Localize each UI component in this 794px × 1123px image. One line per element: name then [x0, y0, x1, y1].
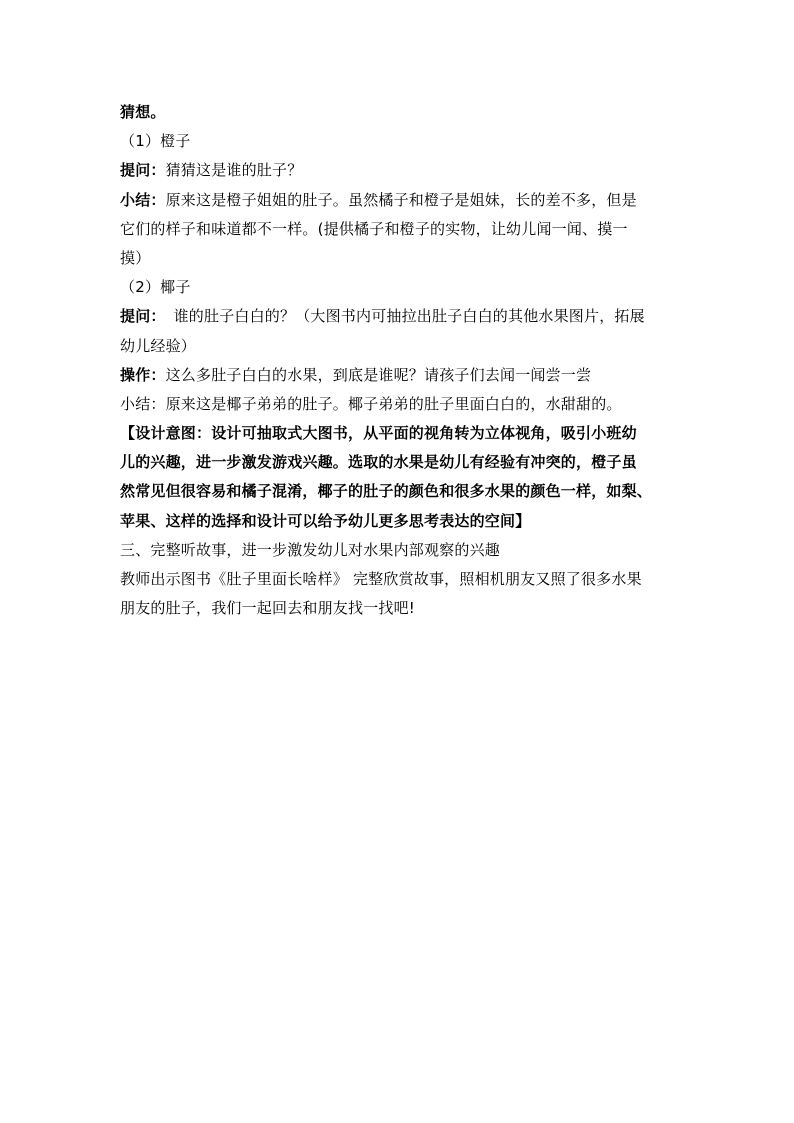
line-text: 三、完整听故事，进一步激发幼儿对水果内部观察的兴趣	[120, 540, 501, 559]
line-text: （1）橙子	[120, 132, 191, 151]
line-text: 原来这是椰子弟弟的肚子。椰子弟弟的肚子里面白白的，水甜甜的。	[165, 394, 622, 413]
line-text: 朋友的肚子，我们一起回去和朋友找一找吧!	[120, 599, 416, 618]
section-heading-guess	[120, 98, 690, 127]
summary-line	[120, 186, 690, 215]
line-text: 【设计意图：设计可抽取式大图书，从平面的视角转为立体视角，吸引小班幼	[120, 424, 637, 443]
line-text: 儿的兴趣，进一步激发游戏兴趣。选取的水果是幼儿有经验有冲突的，橙子虽	[120, 453, 637, 472]
section-heading-story	[120, 536, 690, 565]
question-line	[120, 302, 690, 331]
paragraph-line	[120, 565, 690, 594]
line-text: 它们的样子和味道都不一样。(提供橘子和橙子的实物，让幼儿闻一闻、摸一	[120, 219, 628, 238]
line-text: 摸）	[120, 248, 151, 267]
line-text: 谁的肚子白白的？（大图书内可抽拉出肚子白白的其他水果图片，拓展	[173, 307, 645, 326]
operation-line	[120, 361, 690, 390]
document-body	[120, 98, 690, 623]
subheading-orange	[120, 127, 690, 156]
summary-label: 小结：	[120, 190, 166, 209]
design-intent-line	[120, 477, 690, 506]
paragraph-line	[120, 332, 690, 361]
design-intent-line	[120, 507, 690, 536]
paragraph-line	[120, 594, 690, 623]
summary-label: 小结：	[120, 394, 166, 413]
paragraph-line	[120, 215, 690, 244]
subheading-coconut	[120, 273, 690, 302]
line-text: 苹果、这样的选择和设计可以给予幼儿更多思考表达的空间】	[120, 511, 531, 530]
line-text: 这么多肚子白白的水果，到底是谁呢？请孩子们去闻一闻尝一尝	[165, 365, 592, 384]
summary-line	[120, 390, 690, 419]
line-text: 原来这是橙子姐姐的肚子。虽然橘子和橙子是姐妹，长的差不多，但是	[165, 190, 637, 209]
question-line	[120, 156, 690, 185]
design-intent-line	[120, 448, 690, 477]
line-text: 然常见但很容易和橘子混淆，椰子的肚子的颜色和很多水果的颜色一样，如梨、	[120, 482, 653, 501]
paragraph-line	[120, 244, 690, 273]
question-label: 提问：	[120, 161, 166, 180]
line-text: （2）椰子	[120, 278, 191, 297]
question-label: 提问：	[120, 307, 166, 326]
design-intent-line	[120, 419, 690, 448]
line-text: 猜想。	[120, 103, 166, 121]
line-text: 幼儿经验）	[120, 336, 197, 355]
line-text: 教师出示图书《肚子里面长啥样》 完整欣赏故事，照相机朋友又照了很多水果	[120, 570, 642, 588]
line-text: 猜猜这是谁的肚子？	[165, 161, 303, 180]
operation-label: 操作：	[120, 365, 166, 384]
